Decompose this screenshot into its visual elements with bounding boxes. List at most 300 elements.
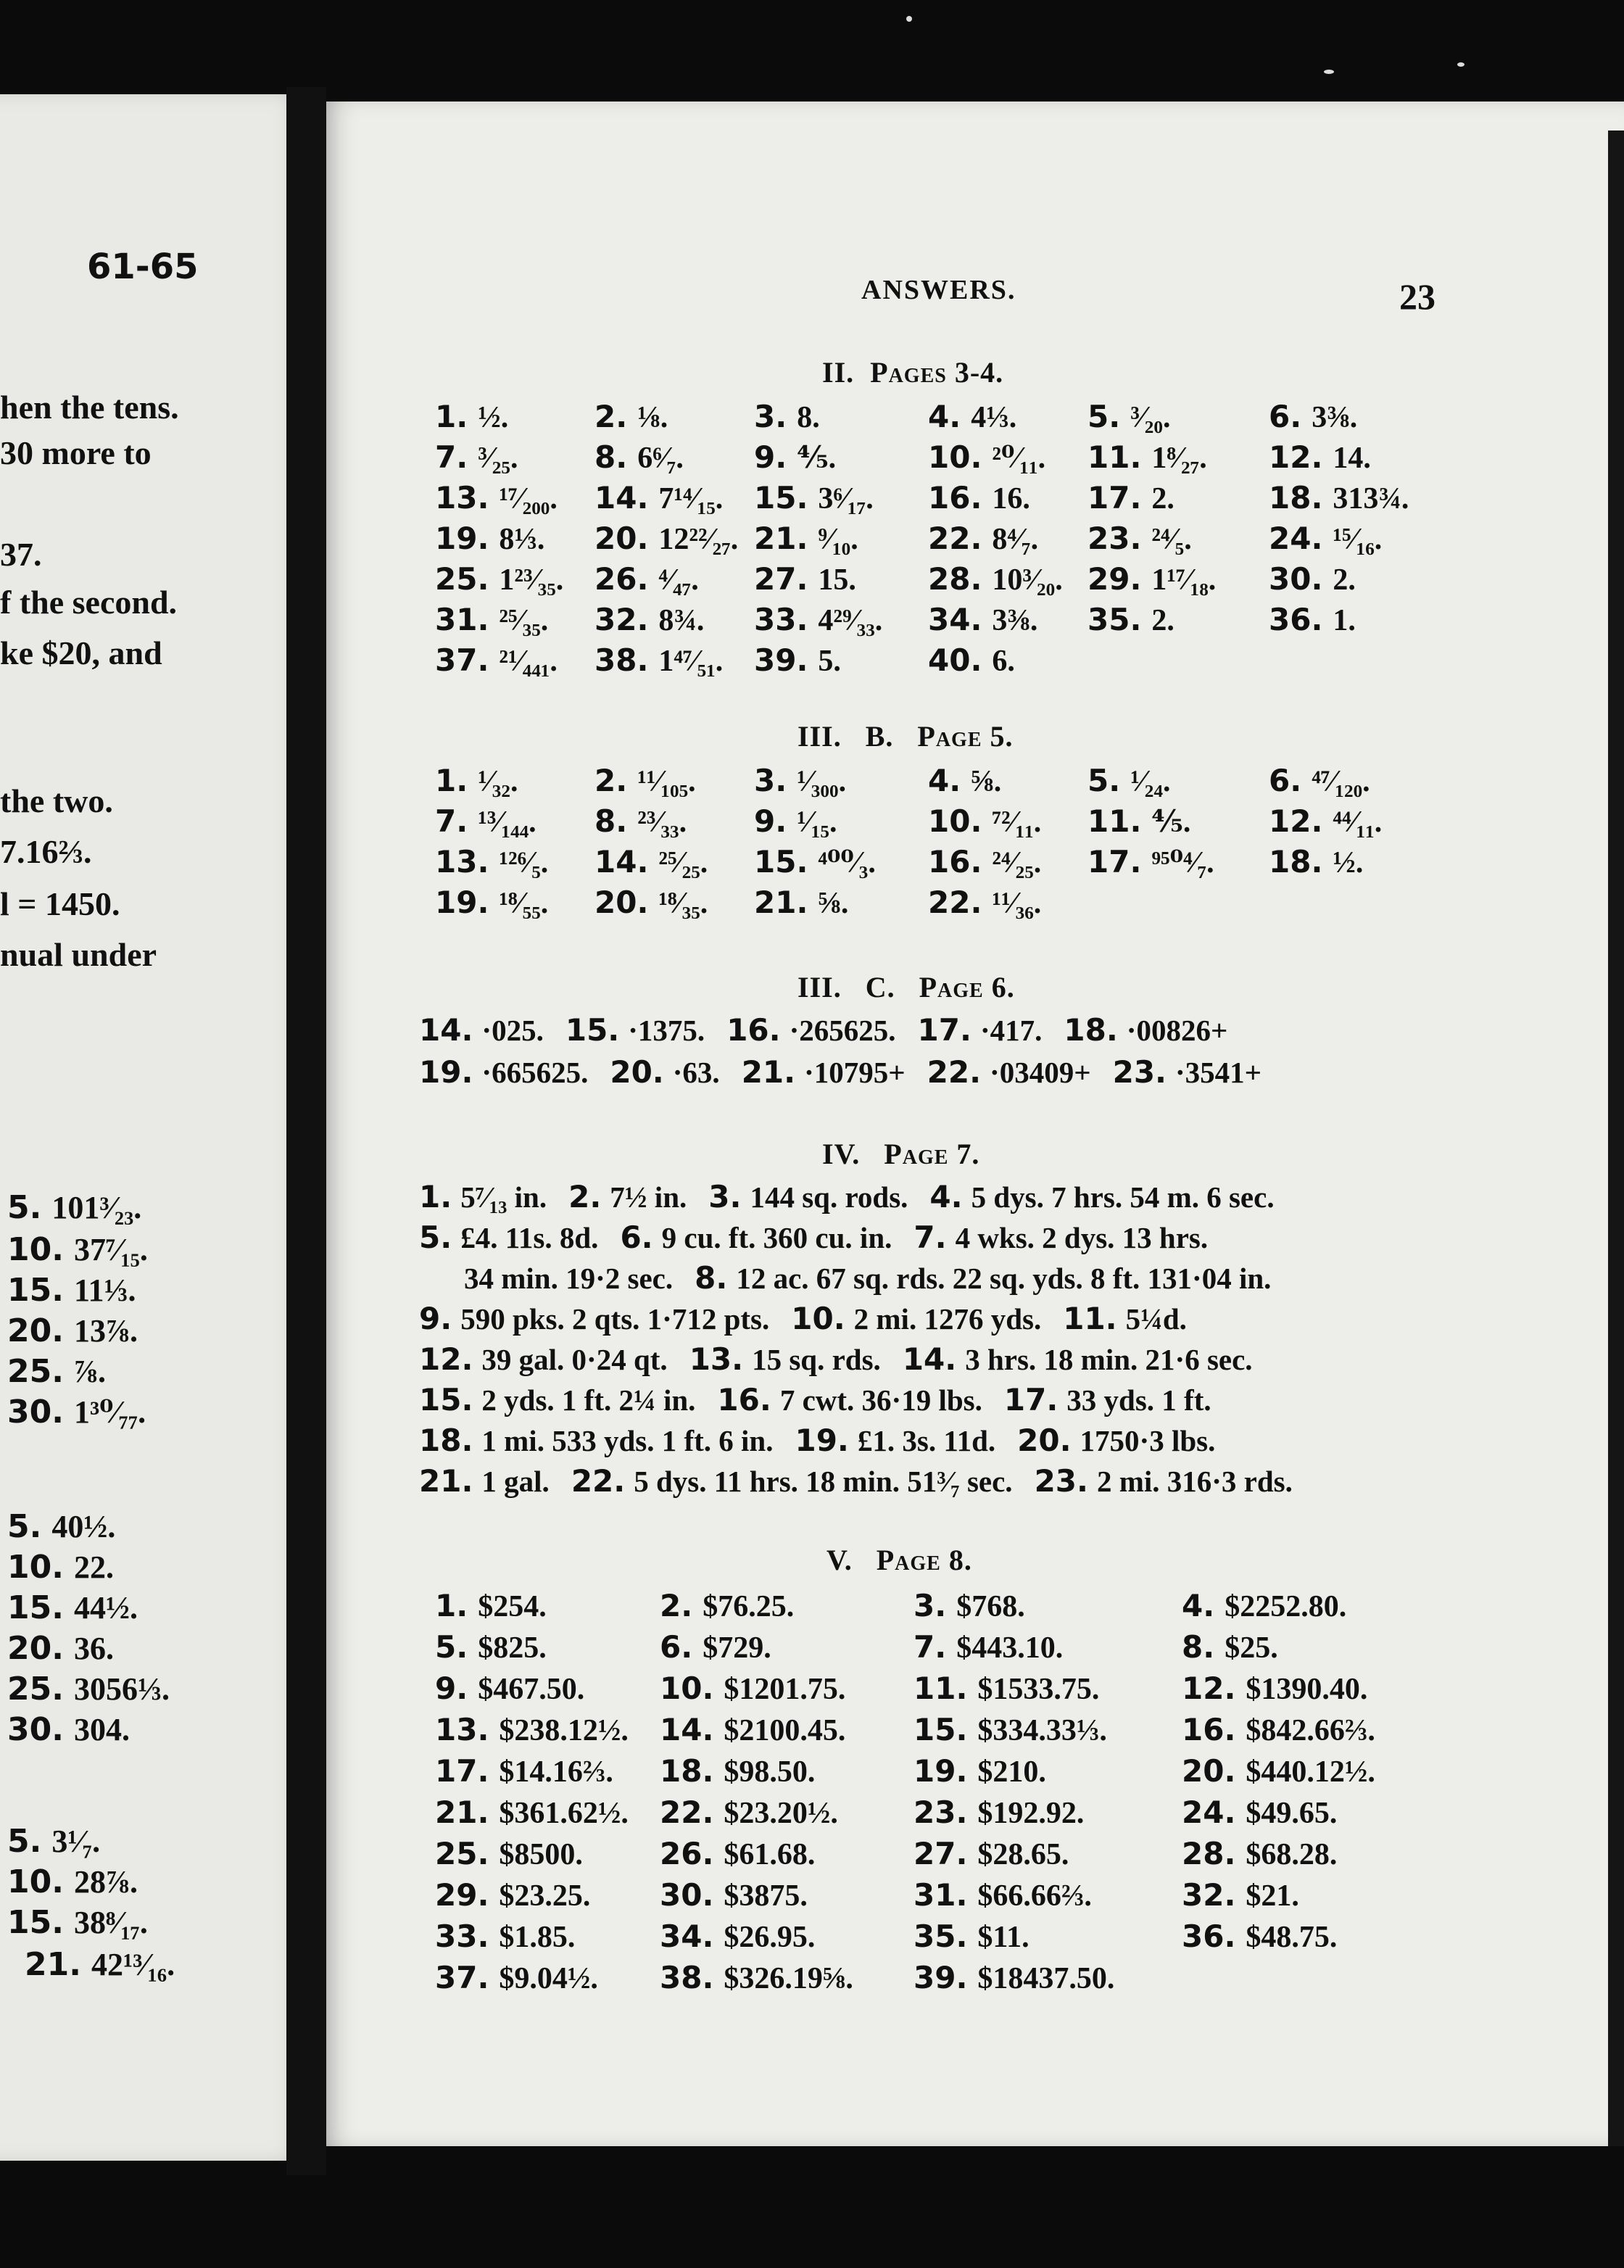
answer-line	[419, 1301, 1434, 1336]
answer-value: ·665625.	[481, 1056, 589, 1089]
answer-value: 5 dys. 7 hrs. 54 m. 6 sec.	[971, 1180, 1275, 1214]
answer-value: ¹³⁄₁₄₄.	[478, 806, 536, 839]
answer-value: ¹⁄₃₀₀.	[797, 765, 847, 798]
answer-value: 1³⁰⁄₇₇.	[73, 1394, 146, 1430]
answer-entry	[795, 1424, 995, 1457]
answer-entry	[610, 1056, 719, 1089]
answer-number: 26.	[660, 1836, 714, 1871]
answer-number: 25.	[435, 561, 489, 597]
answer-entry	[660, 1919, 815, 1955]
answer-number: 15.	[565, 1012, 620, 1048]
answer-entry	[594, 885, 708, 921]
answer-value: 39 gal. 0·24 qt.	[481, 1343, 668, 1376]
answer-entry	[1004, 1383, 1211, 1417]
answer-value: $21.	[1246, 1879, 1299, 1913]
answer-value: $18437.50.	[977, 1962, 1115, 1995]
answer-entry	[928, 885, 1041, 921]
answer-entry	[1088, 763, 1170, 799]
left-answer	[7, 1549, 114, 1586]
answer-entry	[791, 1302, 1041, 1336]
left-answer	[7, 1863, 138, 1900]
left-answer	[7, 1189, 141, 1226]
answer-entry	[914, 1877, 1092, 1913]
answer-line	[419, 1179, 1434, 1214]
answer-value: ¹⁵⁄₁₆.	[1333, 523, 1383, 556]
answer-number: 14.	[594, 480, 649, 516]
answer-entry	[594, 521, 738, 557]
answer-value: 38⁸⁄₁₇.	[73, 1905, 148, 1940]
answer-row	[435, 1795, 1566, 1835]
answer-number: 20.	[7, 1630, 64, 1667]
answer-number: 18.	[660, 1753, 714, 1789]
answer-number: 5.	[1088, 399, 1121, 434]
answer-entry	[903, 1343, 1253, 1376]
page-edge	[1608, 131, 1624, 2146]
book-gutter	[286, 87, 326, 2175]
answer-line	[464, 1260, 1479, 1296]
answer-entry	[435, 642, 558, 679]
answer-entry	[754, 803, 837, 840]
answer-entry	[927, 1056, 1091, 1089]
answer-line	[419, 1463, 1434, 1499]
answer-row	[435, 561, 1566, 602]
answer-line	[419, 1012, 1434, 1048]
answer-row	[435, 1877, 1566, 1918]
answer-number: 15.	[7, 1904, 64, 1941]
answer-number: 13.	[435, 1712, 489, 1747]
answer-value: 12 ac. 67 sq. rds. 22 sq. yds. 8 ft. 131·04 in.	[736, 1262, 1272, 1295]
answer-entry	[928, 763, 1001, 799]
answer-value: 40½.	[51, 1509, 116, 1544]
answer-number: 21.	[419, 1463, 473, 1499]
answer-number: 4.	[928, 763, 961, 798]
answer-row	[435, 763, 1566, 803]
answer-value: $334.33⅓.	[977, 1714, 1107, 1747]
answer-number: 30.	[1269, 561, 1323, 597]
answer-number: 18.	[1269, 844, 1323, 880]
answer-entry	[754, 561, 856, 597]
answer-number: 8.	[1182, 1629, 1215, 1665]
answer-number: 32.	[594, 602, 649, 637]
answer-number: 5.	[7, 1508, 42, 1545]
answer-number: 19.	[419, 1054, 473, 1090]
answer-row	[435, 439, 1566, 480]
answer-entry	[566, 1014, 705, 1047]
answer-number: 35.	[914, 1919, 968, 1954]
answer-entry	[419, 1465, 550, 1498]
left-answer	[7, 1711, 130, 1748]
answer-entry	[620, 1221, 892, 1254]
answer-value: 8⁴⁄₇.	[992, 523, 1039, 556]
left-text-fragment: 7.16⅔.	[0, 833, 92, 870]
answer-number: 27.	[754, 561, 808, 597]
answer-value: $361.62½.	[499, 1797, 629, 1830]
answer-number: 7.	[435, 439, 468, 475]
answer-entry	[754, 439, 836, 476]
answer-entry	[1113, 1056, 1262, 1089]
answer-value: 8.	[797, 401, 820, 434]
answer-entry	[928, 803, 1041, 840]
answer-number: 22.	[571, 1463, 626, 1499]
answer-value: 36.	[73, 1631, 114, 1666]
answer-number: 21.	[754, 521, 808, 556]
answer-number: 21.	[754, 885, 808, 920]
answer-value: 12²²⁄₂₇.	[658, 523, 739, 556]
answer-value: ½.	[1333, 846, 1364, 880]
section-roman: III.	[798, 720, 842, 753]
answer-value: ¹¹⁄₃₆.	[992, 887, 1042, 920]
answer-value: 2 mi. 316·3 rds.	[1096, 1465, 1293, 1498]
left-answer	[7, 1508, 115, 1545]
answer-number: 2.	[594, 399, 628, 434]
answer-value: $1.85.	[499, 1921, 576, 1954]
answer-number: 36.	[1269, 602, 1323, 637]
answer-value: $11.	[977, 1921, 1030, 1954]
answer-value: ²³⁄₃₃.	[637, 806, 687, 839]
section-roman: IV.	[822, 1138, 861, 1170]
answer-entry	[1269, 521, 1382, 557]
answer-entry	[928, 439, 1045, 476]
answer-entry	[435, 763, 518, 799]
answer-value: 8⅓.	[499, 523, 545, 556]
answer-value: ¹⁸⁄₃₅.	[658, 887, 708, 920]
answer-number: 1.	[435, 763, 468, 798]
answer-entry	[914, 1588, 1025, 1624]
answer-value: ¹⁷⁄₂₀₀.	[499, 482, 558, 516]
answer-value: ⅞.	[73, 1354, 106, 1389]
answer-value: $66.66⅔.	[977, 1879, 1092, 1913]
answer-number: 1.	[419, 1179, 452, 1214]
answer-value: ·10795+	[804, 1056, 906, 1089]
answer-number: 24.	[1182, 1795, 1236, 1830]
answer-entry	[435, 561, 563, 597]
answer-value: 2 mi. 1276 yds.	[853, 1302, 1042, 1336]
answer-entry	[660, 1671, 845, 1707]
answer-number: 20.	[1017, 1423, 1072, 1458]
answer-number: 17.	[917, 1012, 972, 1048]
answer-value: 3 hrs. 18 min. 21·6 sec.	[965, 1343, 1253, 1376]
answer-number: 17.	[1003, 1382, 1058, 1418]
answer-entry	[435, 1795, 629, 1831]
answer-number: 31.	[435, 602, 489, 637]
answer-row	[435, 1629, 1566, 1670]
answer-number: 11.	[1088, 803, 1142, 839]
answer-entry	[1182, 1877, 1299, 1913]
answer-number: 21.	[25, 1946, 81, 1983]
answer-entry	[1088, 602, 1174, 638]
answer-value: ²⁰⁄₁₁.	[992, 442, 1046, 475]
answer-value: $210.	[977, 1755, 1046, 1789]
answer-entry	[435, 1836, 583, 1872]
answer-value: 28⅞.	[73, 1864, 138, 1900]
answer-number: 15.	[419, 1382, 473, 1418]
answer-number: 4.	[928, 399, 961, 434]
answer-number: 16.	[928, 480, 982, 516]
answer-number: 33.	[754, 602, 808, 637]
answer-value: $467.50.	[478, 1673, 585, 1706]
answer-value: $8500.	[499, 1838, 583, 1871]
answer-number: 14.	[419, 1012, 473, 1048]
answer-number: 5.	[435, 1629, 468, 1665]
answer-number: 4.	[929, 1179, 963, 1214]
answer-entry	[928, 399, 1016, 435]
answer-value: 1.	[1333, 604, 1356, 637]
answer-value: $1533.75.	[977, 1673, 1100, 1706]
answer-value: ³⁄₂₀.	[1130, 401, 1171, 434]
answer-number: 18.	[1064, 1012, 1118, 1048]
answer-entry	[594, 763, 696, 799]
answer-number: 15.	[7, 1272, 64, 1309]
answer-number: 12.	[1269, 803, 1323, 839]
left-text-fragment: f the second.	[0, 584, 178, 621]
answer-entry	[464, 1262, 673, 1295]
answer-entry	[435, 1877, 590, 1913]
section-letter: C.	[865, 971, 895, 1003]
answer-value: ·00826+	[1126, 1014, 1228, 1047]
answer-value: 3056⅓.	[73, 1671, 170, 1707]
answer-number: 13.	[435, 480, 489, 516]
left-answer	[7, 1231, 148, 1268]
answer-number: 20.	[7, 1312, 64, 1349]
section-letter: B.	[865, 720, 894, 753]
answer-number: 14.	[902, 1341, 957, 1377]
answer-number: 10.	[7, 1549, 64, 1586]
answer-row	[435, 803, 1566, 844]
answer-row	[435, 642, 1566, 683]
answer-entry	[1182, 1753, 1375, 1789]
answer-value: ⅝.	[818, 887, 849, 920]
answer-value: 304.	[73, 1712, 130, 1747]
answer-entry	[419, 1383, 695, 1417]
answer-number: 8.	[594, 803, 628, 839]
answer-value: $49.65.	[1246, 1797, 1338, 1830]
answer-value: 1⁴⁷⁄₅₁.	[658, 645, 724, 678]
answer-number: 32.	[1182, 1877, 1236, 1913]
answer-number: 34.	[660, 1919, 714, 1954]
answer-number: 14.	[594, 844, 649, 880]
answer-entry	[419, 1424, 773, 1457]
answer-value: 42¹³⁄₁₆.	[91, 1947, 175, 1982]
answer-entry	[1269, 763, 1370, 799]
answer-row	[435, 480, 1566, 521]
answer-entry	[754, 642, 841, 679]
answer-row	[435, 1919, 1566, 1959]
answer-number: 38.	[660, 1960, 714, 1995]
answer-entry	[594, 399, 668, 435]
answer-entry	[1088, 480, 1174, 516]
answer-entry	[435, 1671, 584, 1707]
answer-value: $98.50.	[724, 1755, 816, 1789]
answer-number: 6.	[1269, 399, 1302, 434]
answer-value: 1750·3 lbs.	[1080, 1424, 1216, 1457]
answer-entry	[435, 399, 508, 435]
answer-number: 27.	[914, 1836, 968, 1871]
answer-entry	[1269, 480, 1409, 516]
answer-entry	[1182, 1671, 1367, 1707]
answer-value: ½.	[478, 401, 509, 434]
answer-value: 7 cwt. 36·19 lbs.	[779, 1383, 982, 1417]
section-heading	[822, 355, 1003, 389]
answer-number: 16.	[928, 844, 982, 880]
left-answer	[7, 1272, 136, 1309]
answer-value: ·3541+	[1175, 1056, 1262, 1089]
answer-number: 20.	[610, 1054, 664, 1090]
left-text-fragment: nual under	[0, 936, 157, 973]
answer-number: 7.	[914, 1629, 947, 1665]
left-answer	[7, 1671, 170, 1708]
answer-value: 7½ in.	[610, 1180, 687, 1214]
answer-value: 10³⁄₂₀.	[992, 563, 1063, 597]
answer-number: 8.	[695, 1260, 728, 1296]
answer-entry	[435, 803, 536, 840]
section-title: Page 8.	[876, 1544, 972, 1576]
answer-number: 5.	[419, 1220, 452, 1255]
answer-entry	[1269, 602, 1356, 638]
answer-number: 9.	[419, 1301, 452, 1336]
answer-number: 29.	[435, 1877, 489, 1913]
answer-number: 31.	[914, 1877, 968, 1913]
answer-number: 9.	[754, 803, 787, 839]
answer-entry	[914, 1795, 1084, 1831]
answer-value: ¹⁄₂₄.	[1130, 765, 1171, 798]
answer-entry	[689, 1343, 881, 1376]
answer-number: 24.	[1269, 521, 1323, 556]
answer-entry	[914, 1753, 1046, 1789]
answer-entry	[1088, 521, 1192, 557]
answer-value: $26.95.	[724, 1921, 816, 1954]
answer-entry	[928, 480, 1030, 516]
answer-entry	[594, 642, 723, 679]
answer-entry	[419, 1014, 544, 1047]
answer-value: ·417.	[979, 1014, 1043, 1047]
answer-number: 19.	[435, 521, 489, 556]
answer-entry	[914, 1836, 1069, 1872]
answer-entry	[594, 439, 684, 476]
answer-number: 5.	[7, 1189, 42, 1226]
answer-number: 3.	[754, 399, 787, 434]
answer-number: 37.	[435, 642, 489, 678]
answer-value: $440.12½.	[1246, 1755, 1375, 1789]
answer-entry	[1269, 561, 1356, 597]
answer-number: 22.	[660, 1795, 714, 1830]
answer-entry	[914, 1629, 1063, 1665]
answer-number: 30.	[7, 1711, 64, 1748]
answer-value: ·63.	[672, 1056, 720, 1089]
answer-number: 8.	[594, 439, 628, 475]
answer-value: 590 pks. 2 qts. 1·712 pts.	[460, 1302, 770, 1336]
answer-entry	[914, 1712, 1107, 1748]
answer-number: 3.	[754, 763, 787, 798]
answer-value: ¹⁄₁₅.	[797, 806, 837, 839]
answer-value: ²⁵⁄₂₅.	[658, 846, 708, 880]
answer-number: 4.	[1182, 1588, 1215, 1623]
answer-value: 1⁸⁄₂₇.	[1151, 442, 1207, 475]
answer-entry	[754, 602, 882, 638]
answer-value: $3875.	[724, 1879, 808, 1913]
answer-entry	[914, 1919, 1030, 1955]
answer-entry	[1182, 1588, 1346, 1624]
answer-number: 20.	[594, 885, 649, 920]
answer-entry	[1182, 1919, 1337, 1955]
page-number: 23	[1399, 276, 1436, 317]
answer-row	[435, 1712, 1566, 1752]
answer-number: 10.	[928, 803, 982, 839]
answer-value: $9.04½.	[499, 1962, 598, 1995]
answer-value: $254.	[478, 1590, 547, 1623]
answer-value: ·03409+	[990, 1056, 1091, 1089]
left-answer	[25, 1946, 175, 1983]
answer-value: $729.	[703, 1631, 771, 1665]
answer-number: 17.	[435, 1753, 489, 1789]
answer-entry	[660, 1629, 771, 1665]
answer-number: 28.	[928, 561, 982, 597]
answer-number: 17.	[1088, 480, 1142, 516]
answer-value: $23.20½.	[724, 1797, 838, 1830]
section-roman: II.	[822, 356, 855, 389]
scan-speck	[1457, 62, 1464, 67]
answer-value: 2 yds. 1 ft. 2¼ in.	[481, 1383, 696, 1417]
answer-value: 13⅞.	[73, 1313, 138, 1349]
answer-value: $2252.80.	[1225, 1590, 1347, 1623]
answer-entry	[717, 1383, 982, 1417]
answer-number: 6.	[620, 1220, 653, 1255]
answer-value: ⅛.	[637, 401, 668, 434]
answer-entry	[594, 561, 699, 597]
answer-value: 16.	[992, 482, 1030, 516]
answer-entry	[1088, 803, 1190, 840]
answer-entry	[928, 561, 1063, 597]
answer-number: 30.	[7, 1394, 64, 1431]
answer-entry	[742, 1056, 906, 1089]
answer-entry	[1088, 844, 1214, 880]
answer-number: 1.	[435, 399, 468, 434]
answer-value: $68.28.	[1246, 1838, 1338, 1871]
answer-entry	[419, 1343, 668, 1376]
answer-value: 7¹⁴⁄₁₅.	[658, 482, 724, 516]
answer-entry	[594, 844, 708, 880]
answer-number: 39.	[914, 1960, 968, 1995]
answer-row	[435, 1753, 1566, 1794]
answer-entry	[435, 1960, 598, 1996]
answer-entry	[1269, 399, 1357, 435]
answer-entry	[929, 1180, 1274, 1214]
answer-entry	[1035, 1465, 1293, 1498]
answer-number: 10.	[660, 1671, 714, 1706]
left-text-fragment: ke $20, and	[0, 634, 162, 671]
answer-number: 38.	[594, 642, 649, 678]
answer-entry	[1088, 399, 1170, 435]
answer-value: $23.25.	[499, 1879, 591, 1913]
answer-number: 10.	[928, 439, 982, 475]
answer-entry	[435, 602, 548, 638]
answer-entry	[928, 642, 1015, 679]
left-text-fragment: 30 more to	[0, 434, 152, 471]
answer-number: 10.	[7, 1863, 64, 1900]
section-roman: V.	[826, 1544, 853, 1576]
answer-entry	[928, 844, 1041, 880]
answer-number: 2.	[660, 1588, 693, 1623]
section-heading	[798, 970, 1015, 1004]
answer-row	[435, 844, 1566, 885]
answer-value: 2.	[1333, 563, 1356, 597]
answer-entry	[435, 1629, 547, 1665]
left-text-fragment: 37.	[0, 536, 42, 573]
answer-value: ⅝.	[971, 765, 1002, 798]
answer-entry	[568, 1180, 687, 1214]
answer-value: $48.75.	[1246, 1921, 1338, 1954]
answer-value: 33 yds. 1 ft.	[1066, 1383, 1211, 1417]
answer-value: 5⁷⁄₁₃ in.	[460, 1180, 547, 1214]
